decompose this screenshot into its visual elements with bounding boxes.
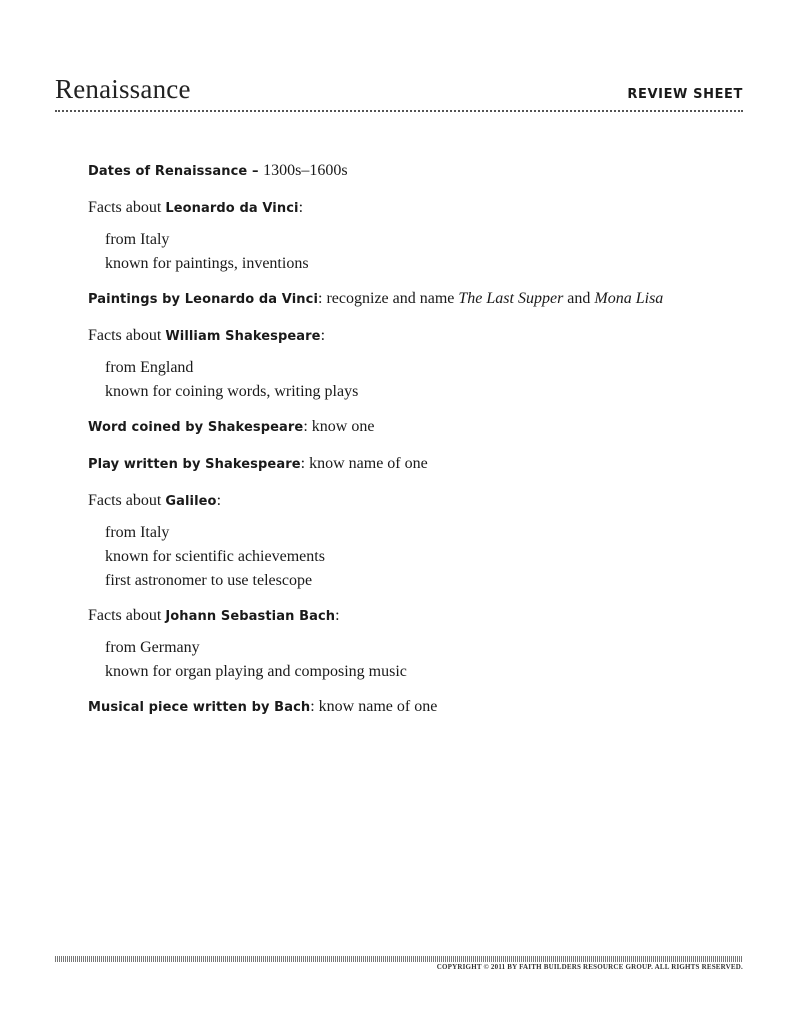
leonardo-term: Leonardo da Vinci <box>165 201 299 216</box>
fact-item: from Germany <box>105 639 200 656</box>
shakespeare-suffix: : <box>320 327 326 344</box>
paintings-term: Paintings by Leonardo da Vinci <box>88 292 319 307</box>
leonardo-suffix: : <box>298 199 304 216</box>
bach-suffix: : <box>335 607 340 624</box>
leonardo-facts <box>88 228 728 276</box>
review-content <box>88 160 728 719</box>
page-title: Renaissance <box>55 74 191 104</box>
dates-item <box>88 160 728 183</box>
fact-item: known for coining words, writing plays <box>105 383 359 400</box>
shakespeare-facts <box>88 356 728 404</box>
galileo-term: Galileo <box>165 494 217 509</box>
leonardo-heading <box>88 197 728 220</box>
dates-separator: – <box>247 164 264 179</box>
paintings-item <box>88 288 728 311</box>
fact-item: from England <box>105 359 194 376</box>
galileo-facts <box>88 521 728 593</box>
word-item <box>88 416 728 439</box>
bach-term: Johann Sebastian Bach <box>165 609 336 624</box>
paintings-and: and <box>563 290 595 307</box>
work-title-mona-lisa: Mona Lisa <box>594 290 664 307</box>
galileo-suffix: : <box>216 492 222 509</box>
musical-item <box>88 696 728 719</box>
play-text: : know name of one <box>300 455 428 472</box>
work-title-last-supper: The Last Supper <box>458 290 564 307</box>
shakespeare-term: William Shakespeare <box>165 329 321 344</box>
word-text: : know one <box>303 418 375 435</box>
dates-value: 1300s–1600s <box>263 162 348 179</box>
galileo-prefix: Facts about <box>88 492 166 509</box>
fact-item: first astronomer to use telescope <box>105 572 313 589</box>
fact-item: from Italy <box>105 231 170 248</box>
paintings-text: : recognize and name <box>318 290 459 307</box>
fact-item: known for organ playing and composing music <box>105 663 407 680</box>
leonardo-prefix: Facts about <box>88 199 166 216</box>
word-term: Word coined by Shakespeare <box>88 420 304 435</box>
bach-prefix: Facts about <box>88 607 166 624</box>
bach-heading <box>88 605 728 628</box>
musical-text: : know name of one <box>310 698 438 715</box>
fact-item: known for scientific achievements <box>105 548 325 565</box>
play-item <box>88 453 728 476</box>
shakespeare-prefix: Facts about <box>88 327 166 344</box>
galileo-heading <box>88 490 728 513</box>
play-term: Play written by Shakespeare <box>88 457 301 472</box>
fact-item: from Italy <box>105 524 170 541</box>
shakespeare-heading <box>88 325 728 348</box>
footer-divider <box>55 956 743 962</box>
musical-term: Musical piece written by Bach <box>88 700 311 715</box>
review-sheet-label: REVIEW SHEET <box>627 87 743 102</box>
page-header <box>55 74 743 108</box>
fact-item: known for paintings, inventions <box>105 255 309 272</box>
dates-term: Dates of Renaissance <box>88 164 248 179</box>
header-divider <box>55 110 743 112</box>
copyright-notice: COPYRIGHT © 2011 BY FAITH BUILDERS RESOURCE GROUP. ALL RIGHTS RESERVED. <box>436 963 743 971</box>
bach-facts <box>88 636 728 684</box>
